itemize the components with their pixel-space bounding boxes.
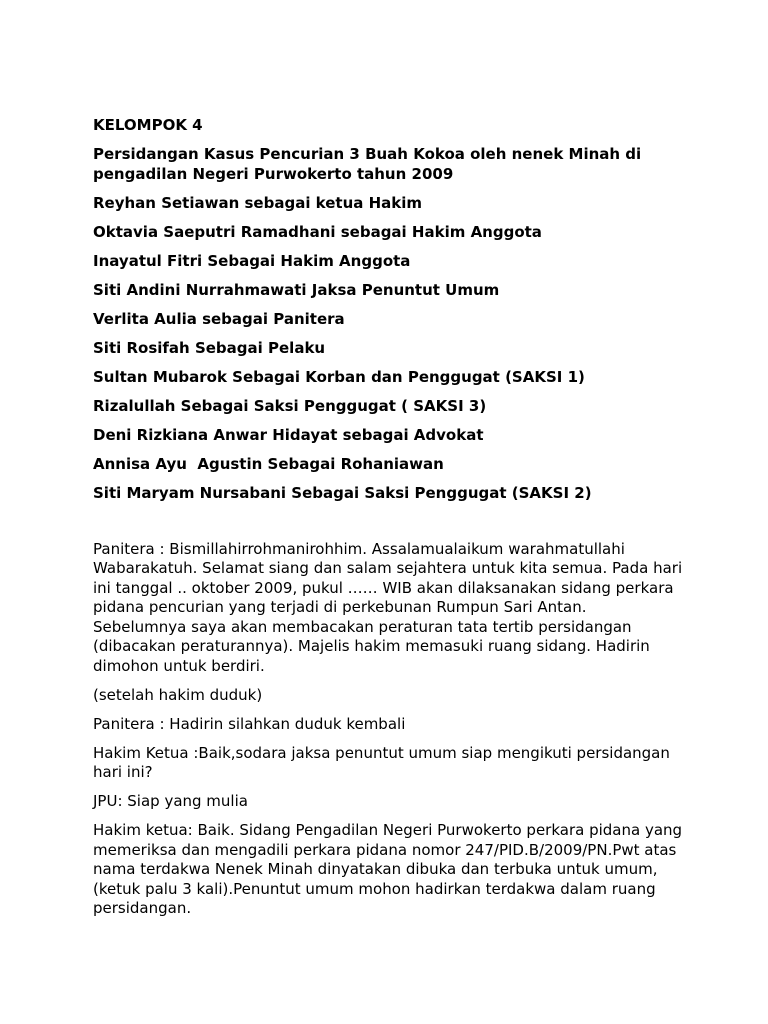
dialogue-paragraph: Hakim Ketua :Baik,sodara jaksa penuntut umum siap mengikuti persidangan hari ini? (93, 743, 675, 781)
cast-item: Sultan Mubarok Sebagai Korban dan Penggugat (SAKSI 1) (93, 367, 585, 386)
cast-item: Siti Maryam Nursabani Sebagai Saksi Penggugat (SAKSI 2) (93, 483, 592, 502)
document-page (93, 116, 687, 928)
dialogue-paragraph: (setelah hakim duduk) (93, 685, 263, 704)
cast-item: Annisa Ayu Agustin Sebagai Rohaniawan (93, 454, 444, 473)
dialogue-paragraph: Panitera : Hadirin silahkan duduk kembali (93, 714, 406, 733)
section-spacer (93, 513, 683, 540)
dialogue-section (93, 539, 687, 919)
cast-item: Inayatul Fitri Sebagai Hakim Anggota (93, 251, 411, 270)
group-heading: KELOMPOK 4 (93, 116, 203, 134)
dialogue-paragraph: JPU: Siap yang mulia (93, 792, 248, 810)
cast-item: Siti Andini Nurrahmawati Jaksa Penuntut Umum (93, 280, 500, 299)
document-title: Persidangan Kasus Pencurian 3 Buah Kokoa oleh nenek Minah di pengadilan Negeri Purwokerto tahun 2009 (93, 145, 647, 183)
cast-item: Deni Rizkiana Anwar Hidayat sebagai Advokat (93, 425, 484, 444)
cast-list (93, 194, 683, 504)
dialogue-paragraph: Panitera : Bismillahirrohmanirohhim. Assalamualaikum warahmatullahi Wabarakatuh. Selamat siang dan salam sejahtera untuk kita semua. Pada hari ini tanggal .. oktober 2009, pukul …… WIB akan dilaksanakan sidang perkara pidana pencurian yang terjadi di perkebunan Rumpun Sari Antan. Sebelumnya saya akan membacakan peraturan tata tertib persidangan (dibacakan peraturannya). Majelis hakim memasuki ruang sidang. Hadirin dimohon untuk berdiri. (93, 539, 687, 675)
cast-item: Reyhan Setiawan sebagai ketua Hakim (93, 193, 423, 212)
dialogue-paragraph: Hakim ketua: Baik. Sidang Pengadilan Negeri Purwokerto perkara pidana yang memeriksa dan mengadili perkara pidana nomor 247/PID.B/2009/PN.Pwt atas nama terdakwa Nenek Minah dinyatakan dibuka dan terbuka untuk umum, (ketuk palu 3 kali).Penuntut umum mohon hadirkan terdakwa dalam ruang persidangan. (93, 821, 687, 917)
cast-item: Rizalullah Sebagai Saksi Penggugat ( SAKSI 3) (93, 396, 487, 415)
cast-item: Siti Rosifah Sebagai Pelaku (93, 338, 326, 357)
cast-item: Oktavia Saeputri Ramadhani sebagai Hakim Anggota (93, 222, 542, 241)
cast-item: Verlita Aulia sebagai Panitera (93, 309, 345, 328)
